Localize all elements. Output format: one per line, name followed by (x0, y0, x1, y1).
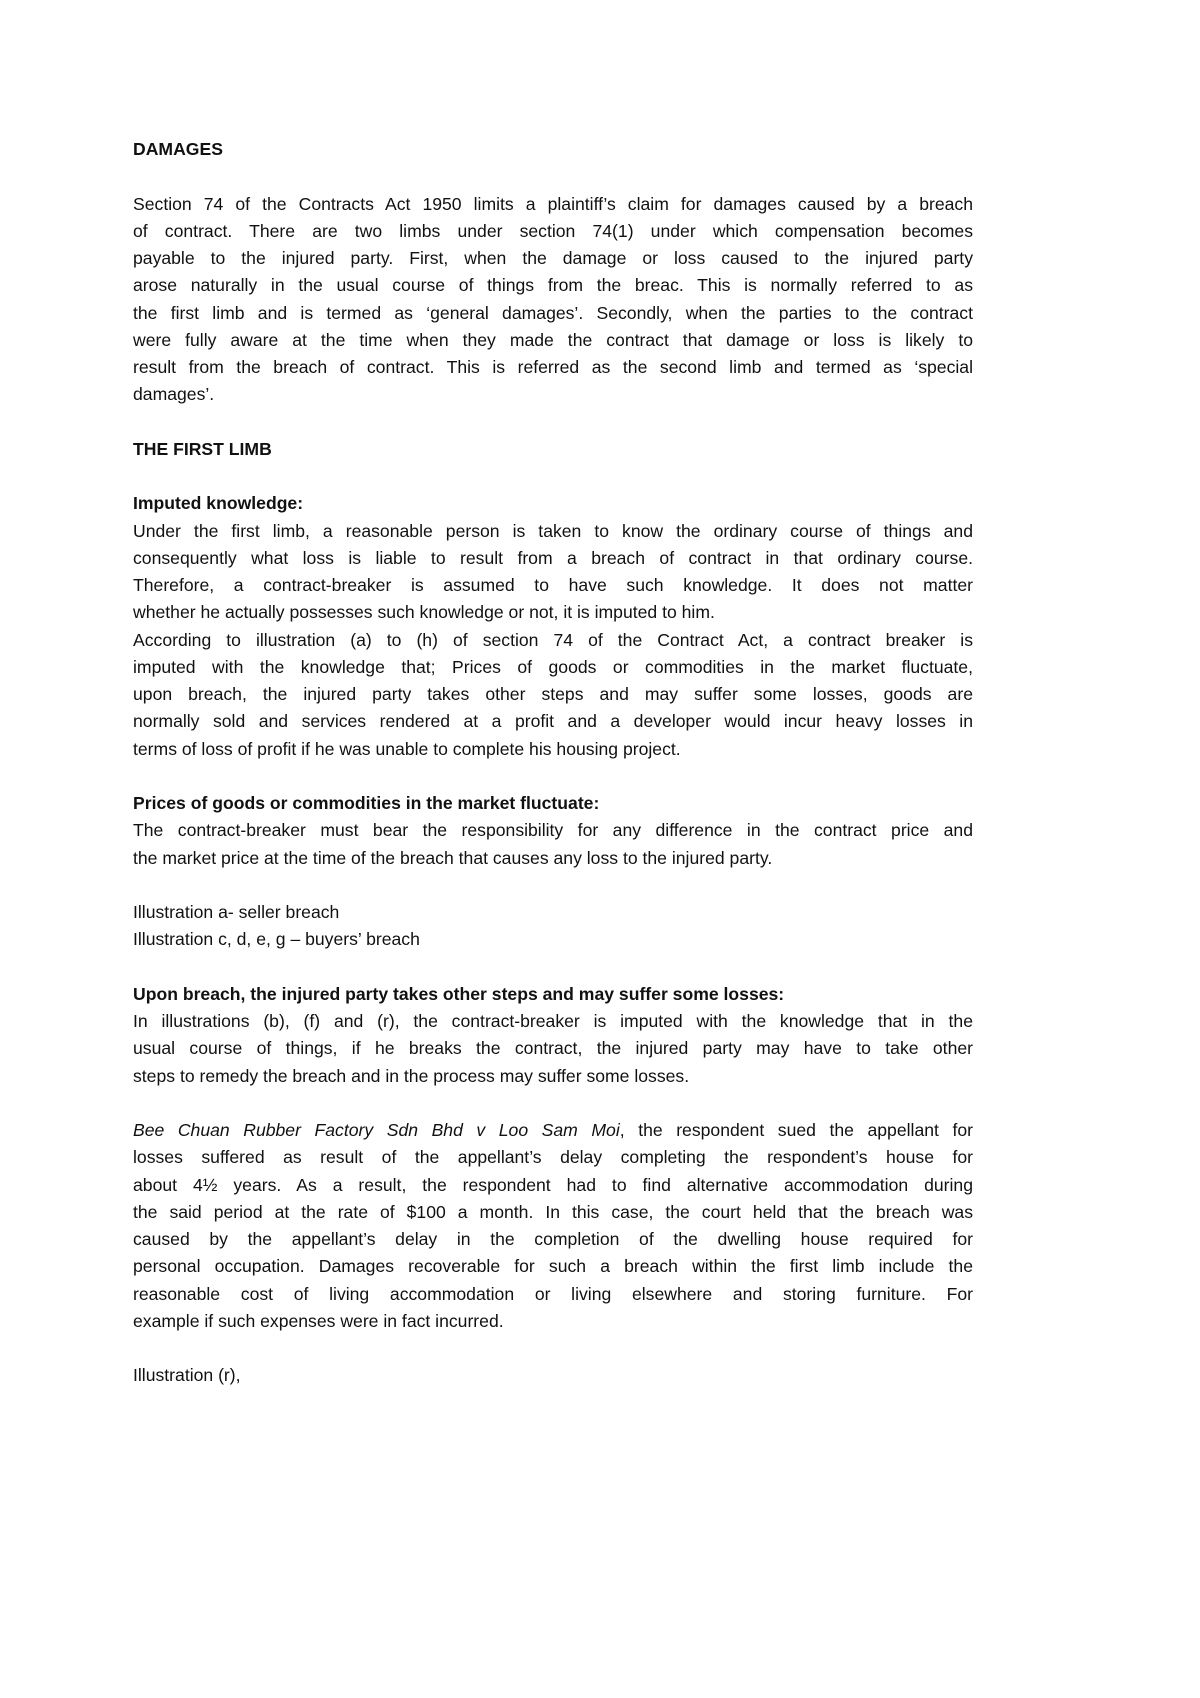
paragraph-line: Therefore, a contract-breaker is assumed to have such knowledge. It does not matter (133, 575, 973, 595)
paragraph-line: caused by the appellant’s delay in the completion of the dwelling house required for (133, 1229, 973, 1249)
blank-line (133, 763, 973, 790)
paragraph-line: the first limb and is termed as ‘general damages’. Secondly, when the parties to the contract (133, 302, 973, 323)
blank-line (133, 1090, 973, 1117)
paragraph-line: the market price at the time of the breach that causes any loss to the injured party. (133, 847, 773, 868)
document-page (133, 136, 973, 1390)
paragraph-line: were fully aware at the time when they made the contract that damage or loss is likely to (133, 329, 973, 350)
paragraph-line: normally sold and services rendered at a profit and a developer would incur heavy losses in (133, 711, 973, 732)
blank-line (133, 954, 973, 981)
blank-line (133, 1335, 973, 1362)
paragraph-line (133, 1117, 973, 1144)
paragraph-line: Under the first limb, a reasonable person is taken to know the ordinary course of things and (133, 520, 973, 541)
paragraph-line: of contract. There are two limbs under section 74(1) under which compensation becomes (133, 220, 973, 241)
paragraph-line: losses suffered as result of the appellant’s delay completing the respondent’s house for (133, 1147, 973, 1168)
paragraph-prices-fluctuate (133, 817, 973, 872)
paragraph-line: personal occupation. Damages recoverable for such a breach within the first limb include the (133, 1256, 973, 1277)
paragraph-line: The contract-breaker must bear the responsibility for any difference in the contract price and (133, 820, 973, 841)
paragraph-line: According to illustration (a) to (h) of section 74 of the Contract Act, a contract breaker is (133, 629, 973, 650)
blank-line (133, 163, 973, 190)
heading-first-limb: THE FIRST LIMB (133, 438, 272, 459)
paragraph-line: consequently what loss is liable to result from a breach of contract in that ordinary course. (133, 547, 973, 568)
paragraph-line: reasonable cost of living accommodation or living elsewhere and storing furniture. For (133, 1283, 973, 1304)
paragraph-line: terms of loss of profit if he was unable to complete his housing project. (133, 738, 681, 759)
paragraph-line: payable to the injured party. First, when the damage or loss caused to the injured party (133, 248, 973, 268)
paragraph-line: arose naturally in the usual course of things from the breac. This is normally referred to as (133, 275, 973, 296)
paragraph-illustrations-a-h (133, 627, 973, 763)
heading-imputed-knowledge: Imputed knowledge: (133, 493, 304, 514)
blank-line (133, 409, 973, 436)
illustration-cdeg: Illustration c, d, e, g – buyers’ breach (133, 929, 420, 950)
paragraph-line: whether he actually possesses such knowledge or not, it is imputed to him. (133, 602, 715, 623)
paragraph-line: result from the breach of contract. This is referred as the second limb and termed as ‘special (133, 357, 973, 377)
blank-line (133, 463, 973, 490)
heading-upon-breach: Upon breach, the injured party takes other steps and may suffer some losses: (133, 983, 785, 1004)
paragraph-line: In illustrations (b), (f) and (r), the contract-breaker is imputed with the knowledge that in the (133, 1011, 973, 1031)
heading-damages: DAMAGES (133, 139, 223, 159)
paragraph-upon-breach (133, 1008, 973, 1090)
paragraph-line: example if such expenses were in fact incurred. (133, 1310, 504, 1331)
paragraph-imputed-knowledge (133, 518, 973, 627)
paragraph-line: imputed with the knowledge that; Prices of goods or commodities in the market fluctuate, (133, 656, 973, 677)
paragraph-line: the said period at the rate of $100 a month. In this case, the court held that the breach was (133, 1201, 973, 1222)
line-text: , the respondent sued the appellant for (619, 1120, 973, 1140)
heading-prices-fluctuate: Prices of goods or commodities in the market fluctuate: (133, 793, 600, 813)
paragraph-section-74 (133, 191, 973, 409)
paragraph-line: damages’. (133, 384, 215, 405)
blank-line (133, 872, 973, 899)
illustration-a: Illustration a- seller breach (133, 902, 340, 922)
paragraph-line: usual course of things, if he breaks the contract, the injured party may have to take other (133, 1038, 973, 1059)
paragraph-bee-chuan (133, 1117, 973, 1335)
paragraph-line: steps to remedy the breach and in the process may suffer some losses. (133, 1065, 690, 1086)
paragraph-line: upon breach, the injured party takes other steps and may suffer some losses, goods are (133, 684, 973, 704)
paragraph-line: Section 74 of the Contracts Act 1950 limits a plaintiff’s claim for damages caused by a breach (133, 193, 973, 214)
paragraph-line: about 4½ years. As a result, the respondent had to find alternative accommodation during (133, 1174, 973, 1195)
case-name: Bee Chuan Rubber Factory Sdn Bhd v Loo Sam Moi (133, 1120, 620, 1140)
illustration-r: Illustration (r), (133, 1365, 241, 1386)
